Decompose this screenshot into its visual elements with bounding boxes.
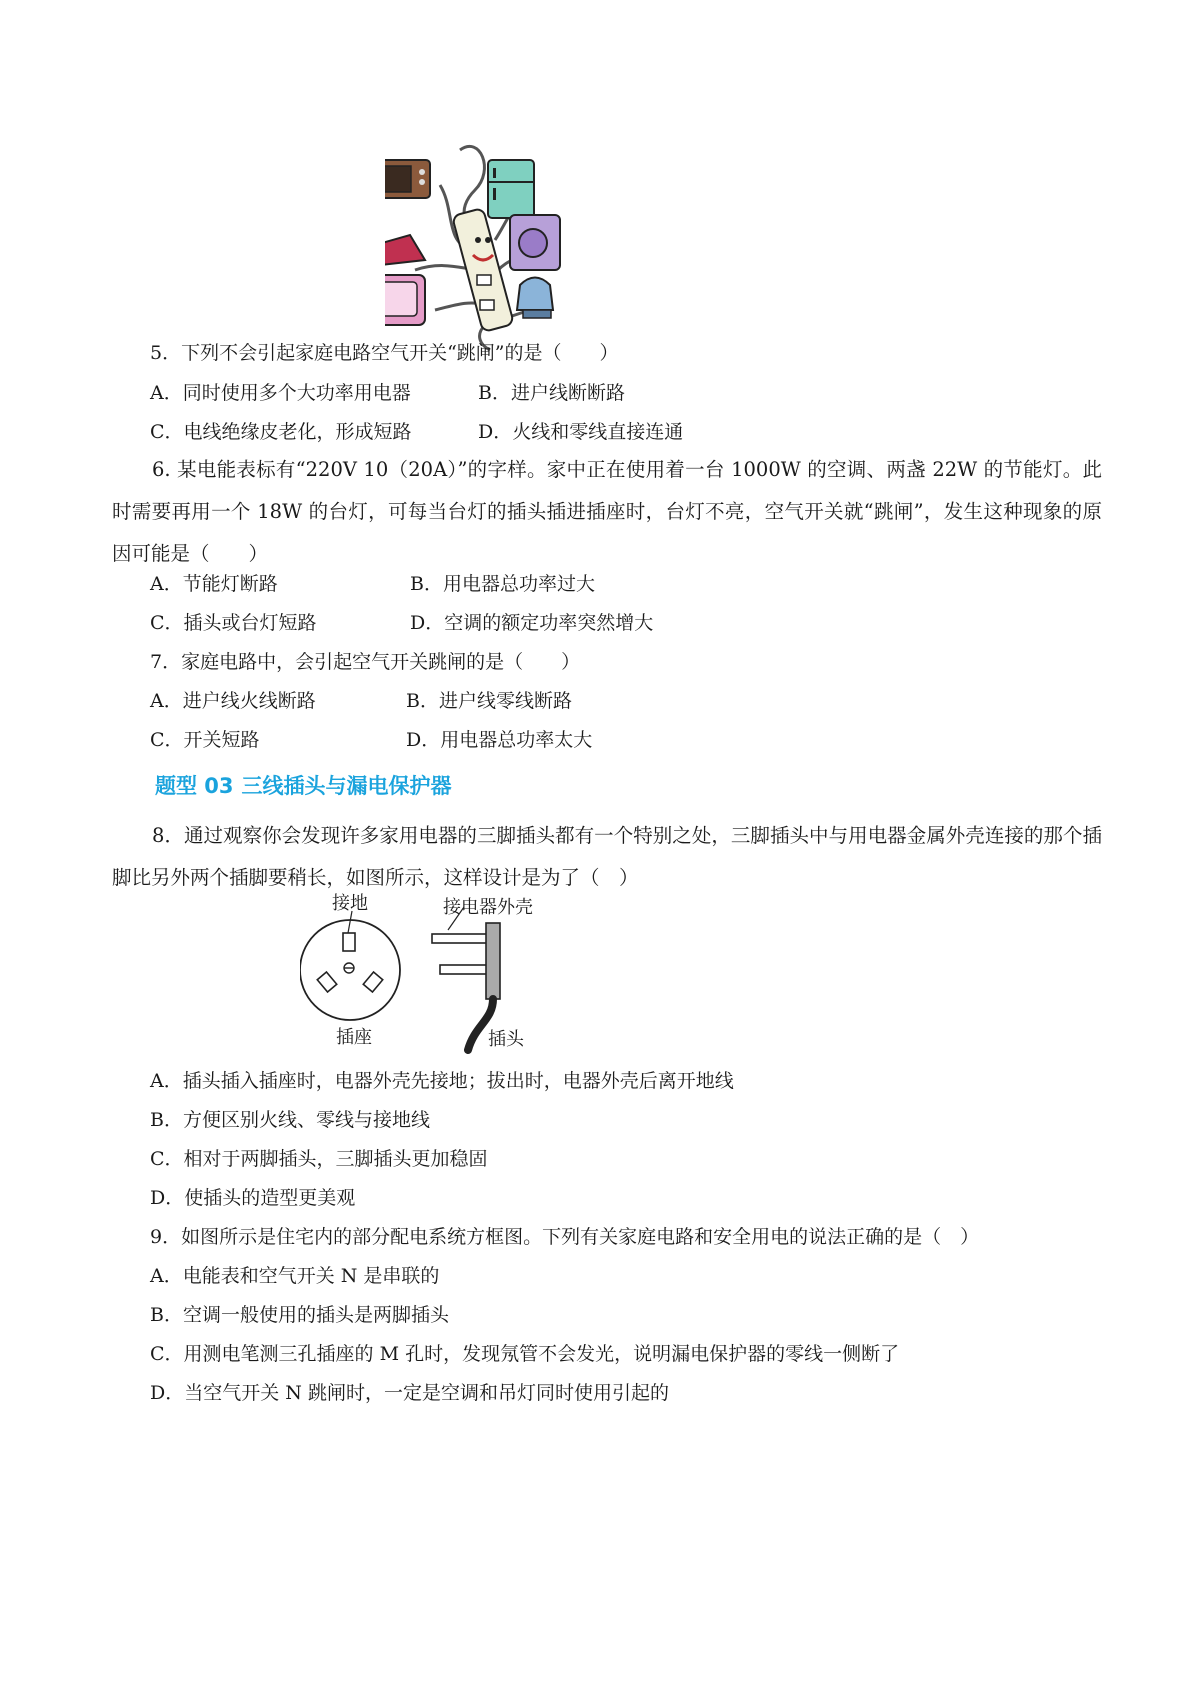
socket-ground-label: 接地 — [332, 893, 368, 914]
plug-body — [486, 923, 500, 999]
question-5-option-c: C．电线绝缘皮老化，形成短路 — [150, 421, 412, 443]
question-6-option-d: D．空调的额定功率突然增大 — [410, 612, 654, 634]
question-8-option-c: C．相对于两脚插头，三脚插头更加稳固 — [150, 1148, 488, 1170]
casing-leader-line — [448, 907, 464, 930]
question-9-option-a: A．电能表和空气开关 N 是串联的 — [150, 1265, 440, 1287]
question-9-option-b: B．空调一般使用的插头是两脚插头 — [150, 1304, 449, 1326]
question-9-option-d: D．当空气开关 N 跳闸时，一定是空调和吊灯同时使用引起的 — [150, 1382, 669, 1404]
socket-neutral-hole — [363, 972, 382, 992]
question-7-stem: 7．家庭电路中，会引起空气开关跳闸的是（ ） — [150, 651, 581, 673]
plug-casing-label: 接电器外壳 — [443, 897, 533, 918]
socket-label: 插座 — [336, 1027, 372, 1048]
socket-plug-drawing — [300, 885, 660, 1060]
question-9-option-c: C．用测电笔测三孔插座的 M 孔时，发现氖管不会发光，说明漏电保护器的零线一侧断了 — [150, 1343, 900, 1365]
question-5-stem: 5．下列不会引起家庭电路空气开关“跳闸”的是（ ） — [150, 342, 619, 364]
question-5-option-b: B．进户线断断路 — [478, 382, 625, 404]
plug-short-pin — [440, 965, 488, 974]
question-7-option-c: C．开关短路 — [150, 729, 260, 751]
socket-live-hole — [317, 972, 336, 992]
socket-plug-figure — [300, 885, 660, 1060]
plug-label: 插头 — [488, 1029, 524, 1050]
socket-ground-hole — [343, 933, 355, 951]
plug-long-pin — [432, 934, 488, 943]
question-6-stem: 6. 某电能表标有“220V 10（20A）”的字样。家中正在使用着一台 1000W 的空调、两盏 22W 的节能灯。此时需要再用一个 18W 的台灯，可每当台灯的插头插进插座时，台灯不亮，空气开关就“跳闸”，发生这种现象的原因可能是（ ） — [112, 458, 1102, 565]
question-8-option-b: B．方便区别火线、零线与接地线 — [150, 1109, 430, 1131]
plug-cord — [468, 999, 493, 1050]
question-7-option-a: A．进户线火线断路 — [150, 690, 316, 712]
question-5-option-d: D．火线和零线直接连通 — [478, 421, 684, 443]
question-7-option-b: B．进户线零线断路 — [406, 690, 572, 712]
ground-leader-line — [348, 911, 352, 933]
socket-outline — [300, 920, 400, 1020]
question-6-option-a: A．节能灯断路 — [150, 573, 278, 595]
section-title: 三线插头与漏电保护器 — [241, 774, 452, 798]
section-label: 题型 03 — [155, 774, 234, 798]
section-heading — [155, 770, 452, 800]
question-8-stem: 8．通过观察你会发现许多家用电器的三脚插头都有一个特别之处，三脚插头中与用电器金属外壳连接的那个插脚比另外两个插脚要稍长，如图所示，这样设计是为了（ ） — [112, 824, 1102, 889]
question-8-option-d: D．使插头的造型更美观 — [150, 1187, 356, 1209]
overloaded-power-strip-illustration — [385, 140, 610, 355]
question-6-option-c: C．插头或台灯短路 — [150, 612, 317, 634]
question-8-option-a: A．插头插入插座时，电器外壳先接地；拔出时，电器外壳后离开地线 — [150, 1070, 734, 1092]
question-5-option-a: A．同时使用多个大功率用电器 — [150, 382, 411, 404]
question-9-stem: 9．如图所示是住宅内的部分配电系统方框图。下列有关家庭电路和安全用电的说法正确的是（ ） — [150, 1226, 980, 1248]
question-7-option-d: D．用电器总功率太大 — [406, 729, 593, 751]
question-6-option-b: B．用电器总功率过大 — [410, 573, 595, 595]
